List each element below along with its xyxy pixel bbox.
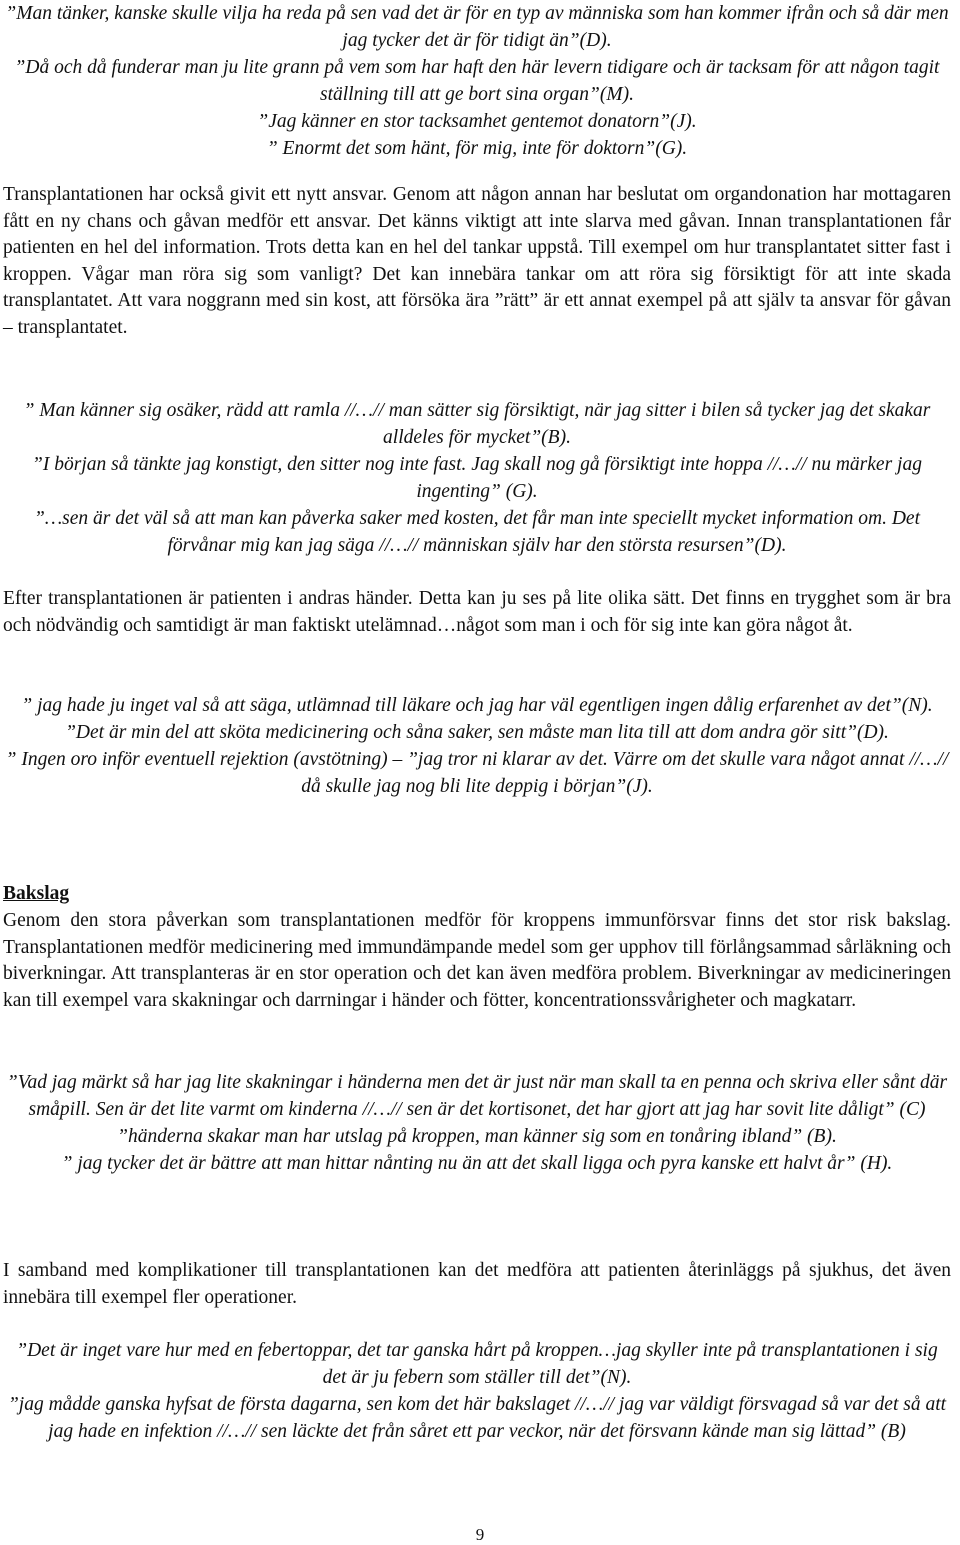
quote: ” jag hade ju inget val så att säga, utlämnad till läkare och jag har väl egentligen ingen dålig erfarenhet av det”(N). — [21, 695, 933, 716]
quote-block-gratitude — [3, 0, 951, 162]
quote: ”Det är inget vare hur med en febertoppar, det tar ganska hårt på kroppen…jag skyller inte på transplantationen i sig det är ju febern som ställer till det”(N). — [16, 1340, 938, 1388]
quote: ”Vad jag märkt så har jag lite skakningar i händerna men det är just när man skall ta en penna och skriva eller sånt där småpill. Sen är det lite varmt om kinderna //…// sen är det kortisonet, det har gjort att jag har sovit lite dåligt” (C) — [6, 1072, 948, 1120]
quote: ” Enormt det som hänt, för mig, inte för doktorn”(G). — [266, 138, 688, 159]
section-heading-bakslag: Bakslag — [3, 883, 70, 904]
paragraph-responsibility: Transplantationen har också givit ett nytt ansvar. Genom att någon annan har beslutat om organdonation har mottagaren fått en ny chans och gåvan medför ett ansvar. Det känns viktigt att inte slarva med gåvan. Innan transplantationen får patienten en hel del information. Trots detta kan en hel del tankar uppstå. Till exempel om hur transplantatet sitter fast i kroppen. Vågar man röra sig som vanligt? Det kan innebära tankar om att röra sig försiktigt för att inte skada transplantatet. Att vara noggrann med sin kost, att försöka ära ”rätt” är ett annat exempel på att själv ta ansvar för gåvan – transplantatet. — [3, 184, 951, 338]
quote: ” Ingen oro inför eventuell rejektion (avstötning) – ”jag tror ni klarar av det. Värre om det skulle vara något annat //…// då skulle jag nog bli lite deppig i början”(J). — [5, 749, 949, 797]
paragraph-complications: I samband med komplikationer till transplantationen kan det medföra att patienten återinläggs på sjukhus, det även innebära till exempel fler operationer. — [3, 1260, 951, 1308]
paragraph-others-hands: Efter transplantationen är patienten i andras händer. Detta kan ju ses på lite olika sätt. Det finns en trygghet som är bra och nödvändig och samtidigt är man faktiskt utelämnad…något som man i och för sig inte kan göra något åt. — [3, 588, 951, 636]
quote: ”Jag känner en stor tacksamhet gentemot donatorn”(J). — [257, 111, 697, 132]
quote: ”händerna skakar man har utslag på kroppen, man känner sig som en tonåring ibland” (B). — [117, 1126, 837, 1147]
quote: ”…sen är det väl så att man kan påverka saker med kosten, det får man inte speciellt mycket information om. Det förvånar mig kan jag säga //…// människan själv har den största resursen”(D). — [34, 508, 920, 556]
quote: ”Då och då funderar man ju lite grann på vem som har haft den här levern tidigare och är tacksam för att någon tagit ställning till att ge bort sina organ”(M). — [14, 57, 940, 105]
quote: ” Man känner sig osäker, rädd att ramla //…// man sätter sig försiktigt, när jag sitter i bilen så tycker jag det skakar alldeles för mycket”(B). — [23, 400, 931, 448]
quote-block-responsibility — [3, 397, 951, 559]
page-number: 9 — [475, 1525, 485, 1544]
quote-block-bakslag — [3, 1069, 951, 1177]
quote: ” jag tycker det är bättre att man hittar nånting nu än att det skall ligga och pyra kanske ett halvt år” (H). — [61, 1153, 893, 1174]
quote: ”Man tänker, kanske skulle vilja ha reda på sen vad det är för en typ av människa som han kommer ifrån och så där men jag tycker det är för tidigt än”(D). — [5, 3, 949, 51]
quote: ”jag mådde ganska hyfsat de första dagarna, sen kom det här bakslaget //…// jag var väldigt försvagad så var det så att jag hade en infektion //…// sen läckte det från såret ett par veckor, när det försvann kände man sig lättad” (B) — [7, 1394, 947, 1442]
quote: ”Det är min del att sköta medicinering och såna saker, sen måste man lita till att dom andra gör sitt”(D). — [65, 722, 889, 743]
quote-block-others-hands — [3, 692, 951, 800]
quote-block-complications — [3, 1337, 951, 1445]
paragraph-bakslag: Genom den stora påverkan som transplantationen medför för kroppens immunförsvar finns det stor risk bakslag. Transplantationen medför medicinering med immundämpande medel som ger upphov till förlångsammad sårläkning och biverkningar. Att transplanteras är en stor operation och det kan även medföra problem. Biverkningar av medicineringen kan till exempel vara skakningar och darrningar i händer och fötter, koncentrationssvårigheter och magkatarr. — [3, 910, 951, 1011]
quote: ”I början så tänkte jag konstigt, den sitter nog inte fast. Jag skall nog gå försiktigt inte hoppa //…// nu märker jag ingenting” (G). — [32, 454, 922, 502]
